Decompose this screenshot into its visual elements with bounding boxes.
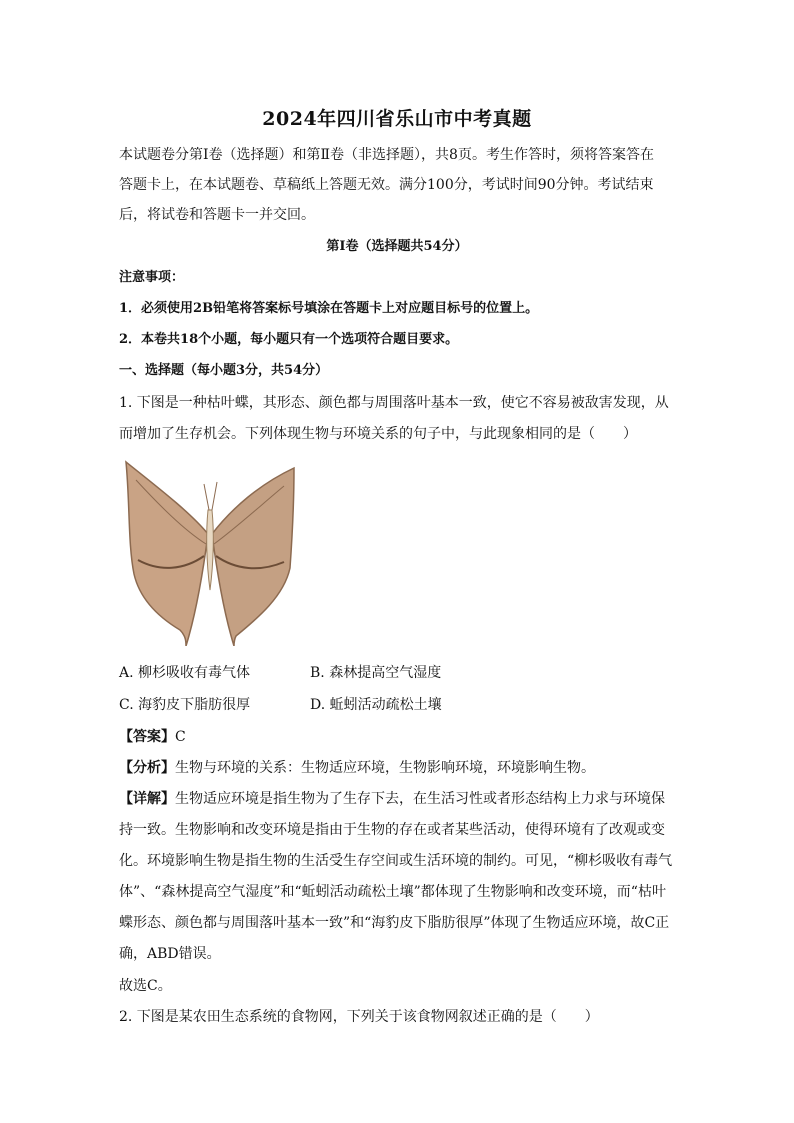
q1-stem-line-2: 而增加了生存机会。下列体现生物与环境关系的句子中，与此现象相同的是（ ）	[119, 426, 637, 442]
notice-heading: 注意事项：	[119, 270, 185, 285]
detail-text: 生物适应环境是指生物为了生存下去，在生活习性或者形态结构上力求与环境保	[175, 791, 665, 807]
intro-line-3: 后，将试卷和答题卡一并交回。	[119, 207, 315, 223]
q1-conclusion: 故选C。	[119, 978, 172, 994]
q1-option-b: B. 森林提高空气湿度	[310, 665, 442, 681]
left-wing	[126, 462, 208, 646]
page-title: 2024年四川省乐山市中考真题	[262, 108, 532, 130]
intro-line-2: 答题卡上，在本试题卷、草稿纸上答题无效。满分100分，考试时间90分钟。考试结束	[119, 177, 654, 193]
q1-analysis	[119, 758, 679, 778]
analysis-tag: 【分析】	[119, 760, 175, 776]
q1-stem-line-1: 1. 下图是一种枯叶蝶，其形态、颜色都与周围落叶基本一致，使它不容易被敌害发现，从	[119, 395, 669, 411]
q2-stem: 2. 下图是某农田生态系统的食物网，下列关于该食物网叙述正确的是（ ）	[119, 1009, 599, 1025]
q1-detail-line-3: 化。环境影响生物是指生物的生活受生存空间或生活环境的制约。可见，“柳杉吸收有毒气	[119, 853, 673, 869]
q1-detail-line-1	[119, 789, 679, 809]
intro-line-1: 本试题卷分第Ⅰ卷（选择题）和第Ⅱ卷（非选择题），共8页。考生作答时，须将答案答在	[119, 147, 654, 163]
right-antenna	[212, 482, 217, 510]
q1-detail-line-4: 体”、“森林提高空气湿度”和“蚯蚓活动疏松土壤”都体现了生物影响和改变环境，而“枯叶	[119, 884, 666, 900]
q1-option-c: C. 海豹皮下脂肪很厚	[119, 697, 251, 713]
answer-value: C	[175, 729, 186, 745]
q1-option-d: D. 蚯蚓活动疏松土壤	[310, 697, 442, 713]
right-wing	[212, 468, 294, 646]
analysis-text: 生物与环境的关系：生物适应环境，生物影响环境，环境影响生物。	[175, 760, 595, 776]
q1-detail-line-6: 确，ABD错误。	[119, 946, 221, 962]
q1-detail-line-2: 持一致。生物影响和改变环境是指由于生物的存在或者某些活动，使得环境有了改观或变	[119, 822, 665, 838]
q1-answer	[119, 727, 679, 747]
q1-detail-line-5: 蝶形态、颜色都与周围落叶基本一致”和“海豹皮下脂肪很厚”体现了生物适应环境，故C正	[119, 915, 670, 931]
notice-item-1: 1．必须使用2B铅笔将答案标号填涂在答题卡上对应题目标号的位置上。	[119, 301, 539, 316]
detail-tag: 【详解】	[119, 791, 175, 807]
section-heading: 一、选择题（每小题3分，共54分）	[119, 363, 329, 378]
dead-leaf-butterfly-image	[124, 460, 296, 646]
notice-item-2: 2．本卷共18个小题，每小题只有一个选项符合题目要求。	[119, 332, 459, 347]
part1-heading: 第Ⅰ卷（选择题共54分）	[326, 239, 468, 254]
left-antenna	[204, 484, 209, 510]
q1-option-a: A. 柳杉吸收有毒气体	[119, 665, 251, 681]
answer-tag: 【答案】	[119, 729, 175, 745]
butterfly-body	[207, 510, 214, 590]
